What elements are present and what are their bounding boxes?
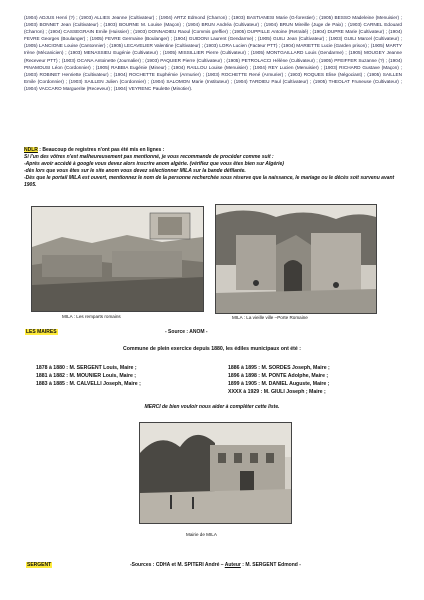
photo-porte-romaine	[215, 204, 377, 314]
ndlr-tag: NDLR	[24, 147, 38, 153]
mayors-tag: LES MAIRES	[26, 329, 57, 335]
photo-roman-ramparts	[31, 206, 204, 312]
births-list: (1904) ADJUS Henri (?) ; (1903) ALLIES Jeanne (Cultivateur) ; (1904) ARTZ Edmond (Charron) ; (1903) BASTIANESI Marie (G-forestier) ; (1905) BESSO Madeleine (Menuisier) ; (1903) BONNET Jean (Cultivateur) ; (1903) BOURNE M. Louise (Maçon) ; (1904) BRUN Andréa (Cultivateur) ; (1904) BRUN Mireille (Juge de Paix) ; (1903) CARNEL Edouard (Charron) ; (1904) CASSEGRAIN Emile (Huissier) ; (1903) DONNADIEU Raoul (Commis greffier) ; (1905) DUPPILLE Antoine (Retraité) ; (1904) DUPRE Marie (Cultivateur) ; (1904) FEVRE Georges (Boulanger) ; (1905) FEVRE Germaine (Boulanger) ; (1904) GUIDONI Laurent (Gendarme) ; (1905) GUILI Jean (Cultivateur) ; (1903) GUILI Marcel (Cultivateur) ; (1905) LANCIONE Louise (Cantonnier) ; (1905) LECAVELIER Valentine (Cultivateur) ; (1903) LORA Lucien (Facteur PTT) ; (1904) MARIETTE Lucie (Garden prison) ; (1905) MARTY Irène (Mécanicien) ; (1903) MENASSIEU Eugénie (Cultivateur) ; (1905) MISSILLIER Pierre (Cultivateur) ; (1905) MONTGAILLARD Louis (Gendarme) ; (1905) MOUGEY Jeanne (Receveur PTT) ; (1903) OCANA Antoinette (Journalier) ; (1903) PAQUIER Pierre (Cultivateur) ; (1905) PETROLACCI Hélène (Cultivateur) ; (1905) PFEIFFER Suzanne (?) ; (1904) PINAMOUSI Léon (Cordonnier) ; (1905) RABBIA Eugénie (Mineur) ; (1904) RAILLOU Louise (Menuisier) ; (1904) REY Lucien (Menuisier) ; (1903) RICHARD Gustave (Maçon) ; (1903) ROBINET Henriette (Cultivateur) ; (1904) ROCHETTE Euphémie (Armurier) ; (1903) ROCHETTE René (Armurier) ; (1903) ROQUES Elise (Négociant) ; (1905) SAILLEN Emile (Cordonnier) ; (1903) SAILLEN Julien (Cordonnier) ; (1904) SALOMON Marie (Instituteur) ; (1904) TARDIEU Paul (Cultivateur) ; (1905) THEOLAT Fruneuse (Cultivateur) ; (1904) VACCARO Marguerite (Receveur) ; (1904) VEYRENC Paulette (Minotier).	[24, 15, 402, 91]
help-request: MERCI de bien vouloir nous aider à compléter cette liste.	[144, 404, 280, 410]
ndlr-line-3: -dès lors que vous êtes sur le site anom vous devez sélectionner MILA sur la bande défilante.	[24, 168, 246, 175]
footer-author: : M. SERGENT Edmond -	[240, 562, 301, 568]
caption-left: MILA : Les remparts romains	[62, 314, 121, 319]
photo-mairie	[139, 422, 292, 524]
ndlr-heading: : Beaucoup de registres n'ont pas été mis en lignes :	[37, 147, 165, 153]
mayors-right-column	[228, 364, 330, 396]
mayor-entry: XXXX à 1929 : M. GIULI Joseph ; Maire ;	[228, 389, 326, 395]
footer-credits	[130, 562, 301, 568]
commune-statement: Commune de plein exercice depuis 1880, les édiles municipaux ont été :	[123, 346, 301, 352]
mayors-source: - Source : ANOM -	[165, 329, 208, 335]
mayor-entry: 1899 à 1905 : M. DANIEL Auguste, Maire ;	[228, 381, 330, 387]
mayor-entry: 1883 à 1885 : M. CALVELLI Joseph, Maire ;	[36, 381, 141, 387]
mayor-entry: 1878 à 1880 : M. SERGENT Louis, Maire ;	[36, 365, 137, 371]
footer-tag: SERGENT	[27, 562, 52, 568]
ndlr-line-2: -Après avoir accédé à google vous devez alors inscrire anom algérie. (vérifiez que vous êtes bien sur Algérie)	[24, 161, 284, 168]
mayors-left-column	[36, 364, 141, 388]
footer-author-label: Auteur	[224, 562, 241, 568]
ndlr-line-4: -Dès que le portail MILA est ouvert, mentionnez le nom de la personne recherchée sous réserve que la naissance, le mariage ou le décès soit survenu avant 1905.	[24, 175, 395, 189]
footer-sources: -Sources : CDHA et M. SPITERI André –	[130, 562, 225, 568]
caption-bottom: Mairie de MILA	[186, 532, 217, 537]
mayor-entry: 1881 à 1882 : M. MOUNIER Louis, Maire ;	[36, 373, 137, 379]
editor-note	[24, 147, 402, 190]
mayor-entry: 1886 à 1895 : M. SORDES Joseph, Maire ;	[228, 365, 330, 371]
ndlr-line-1: Si l'un des vôtres n'est malheureusement pas mentionné, je vous recommande de procéder comme suit :	[24, 154, 274, 161]
mayor-entry: 1896 à 1898 : M. PONTE Adolphe, Maire ;	[228, 373, 329, 379]
caption-right: MILA : La vieille ville –Porte Romaine	[232, 315, 308, 320]
